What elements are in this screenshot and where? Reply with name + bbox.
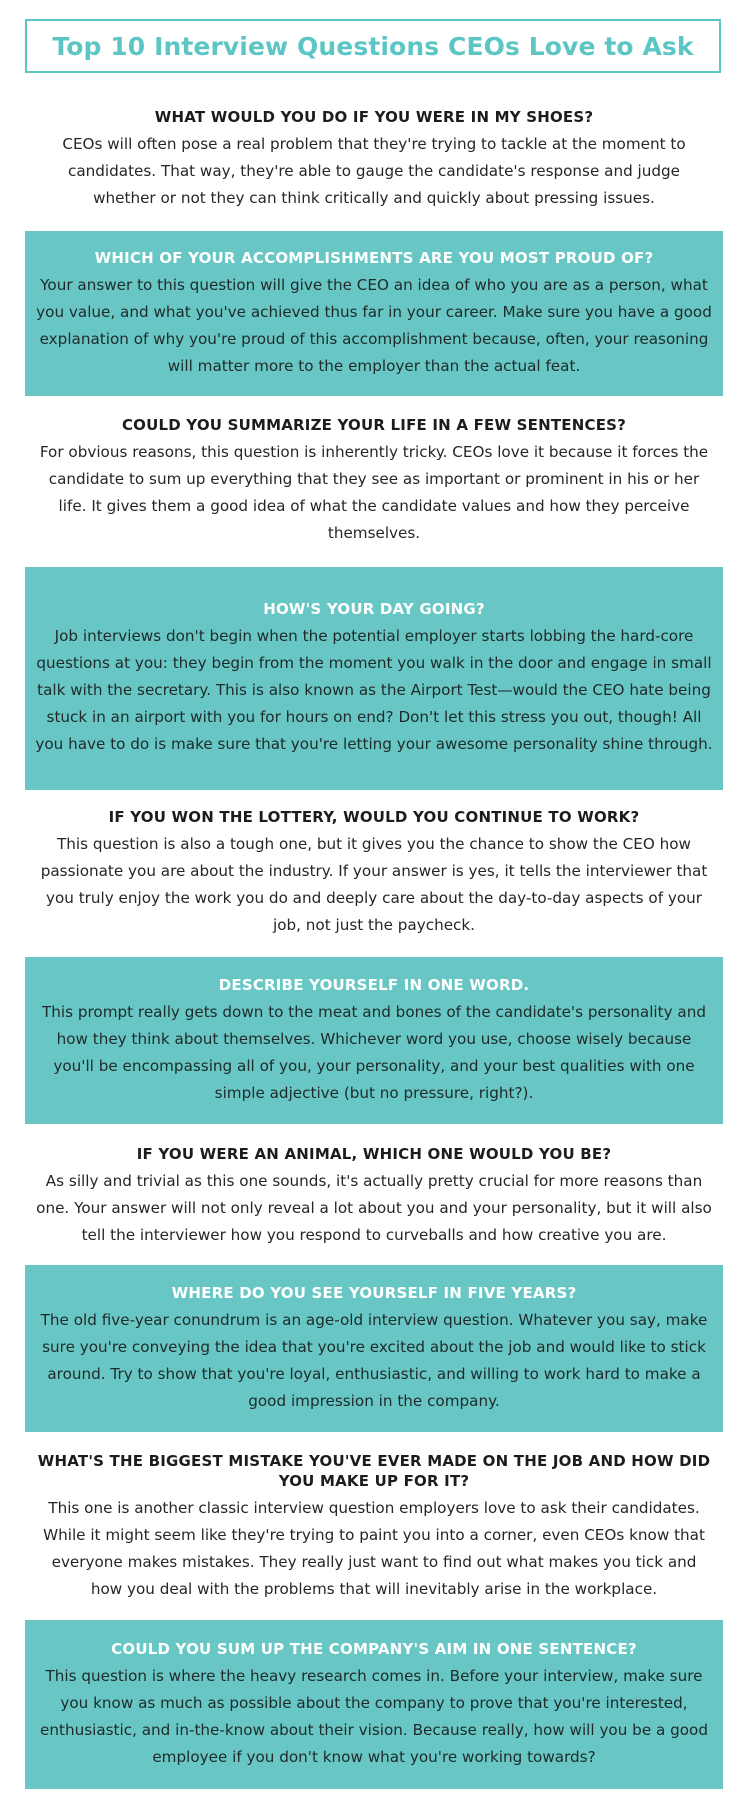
question-heading: COULD YOU SUMMARIZE YOUR LIFE IN A FEW SENTENCES? bbox=[121, 415, 627, 434]
answer-text: CEOs will often pose a real problem that they're trying to tackle at the moment to candidates. That way, they're able to gauge the candidate's response and judge whether or not they can think critically and quickly about pressing issues. bbox=[62, 134, 686, 207]
question-heading: DESCRIBE YOURSELF IN ONE WORD. bbox=[218, 975, 530, 994]
answer-text: This one is another classic interview question employers love to ask their candidates. While it might seem like they're trying to paint you into a corner, even CEOs know that everyone makes mistakes. They really just want to find out what makes you tick and how you deal with the problems that will inevitably arise in the workplace. bbox=[43, 1499, 705, 1598]
question-heading: WHERE DO YOU SEE YOURSELF IN FIVE YEARS? bbox=[171, 1283, 577, 1302]
title-banner bbox=[25, 19, 721, 73]
question-section-8 bbox=[25, 1265, 723, 1432]
question-heading: WHICH OF YOUR ACCOMPLISHMENTS ARE YOU MOST PROUD OF? bbox=[94, 248, 654, 267]
answer-text: This question is also a tough one, but it gives you the chance to show the CEO how passionate you are about the industry. If your answer is yes, it tells the interviewer that you truly enjoy the work you do and deeply care about the day-to-day aspects of your job, not just the paycheck. bbox=[40, 834, 708, 934]
question-section-6 bbox=[25, 957, 723, 1124]
question-section-9 bbox=[25, 1447, 723, 1607]
answer-text: This question is where the heavy research comes in. Before your interview, make sure you know as much as possible about the company to prove that you're interested, enthusiastic, and in-the-know about their vision. Because really, how will you be a good employee if you don't know what you're working towards? bbox=[40, 1666, 708, 1766]
page-title: Top 10 Interview Questions CEOs Love to Ask bbox=[52, 31, 694, 61]
answer-text: The old five-year conundrum is an age-old interview question. Whatever you say, make sure you're conveying the idea that you're excited about the job and would like to stick around. Try to show that you're loyal, enthusiastic, and willing to work hard to make a good impression in the company. bbox=[40, 1310, 708, 1410]
question-heading: COULD YOU SUM UP THE COMPANY'S AIM IN ONE SENTENCE? bbox=[111, 1639, 637, 1658]
question-section-1 bbox=[25, 100, 723, 218]
question-section-4 bbox=[25, 567, 723, 790]
question-section-7 bbox=[25, 1138, 723, 1254]
question-section-2 bbox=[25, 231, 723, 396]
question-heading: IF YOU WERE AN ANIMAL, WHICH ONE WOULD YOU BE? bbox=[136, 1144, 612, 1163]
question-heading: IF YOU WON THE LOTTERY, WOULD YOU CONTINUE TO WORK? bbox=[108, 807, 640, 826]
question-heading: HOW'S YOUR DAY GOING? bbox=[263, 600, 485, 618]
question-section-5 bbox=[25, 800, 723, 945]
question-section-3 bbox=[25, 408, 723, 553]
question-heading: WHAT'S THE BIGGEST MISTAKE YOU'VE EVER MADE ON THE JOB AND HOW DID YOU MAKE UP FOR IT? bbox=[37, 1452, 711, 1490]
answer-text: Your answer to this question will give the CEO an idea of who you are as a person, what you value, and what you've achieved thus far in your career. Make sure you have a good explanation of why you're proud of this accomplishment because, often, your reasoning will matter more to the employer than the actual feat. bbox=[36, 275, 712, 375]
answer-text: Job interviews don't begin when the potential employer starts lobbing the hard-core questions at you: they begin from the moment you walk in the door and engage in small talk with the secretary. This is also known as the Airport Test—would the CEO hate being stuck in an airport with you for hours on end? Don't let this stress you out, though! All you have to do is make sure that you're letting your awesome personality shine through. bbox=[35, 627, 713, 753]
question-heading: WHAT WOULD YOU DO IF YOU WERE IN MY SHOES? bbox=[154, 107, 594, 126]
question-section-10 bbox=[25, 1620, 723, 1789]
answer-text: As silly and trivial as this one sounds, it's actually pretty crucial for more reasons than one. Your answer will not only reveal a lot about you and your personality, but it will also tell the interviewer how you respond to curveballs and how creative you are. bbox=[36, 1171, 712, 1244]
answer-text: For obvious reasons, this question is inherently tricky. CEOs love it because it forces the candidate to sum up everything that they see as important or prominent in his or her life. It gives them a good idea of what the candidate values and how they perceive themselves. bbox=[39, 442, 709, 542]
answer-text: This prompt really gets down to the meat and bones of the candidate's personality and how they think about themselves. Whichever word you use, choose wisely because you'll be encompassing all of you, your personality, and your best qualities with one simple adjective (but no pressure, right?). bbox=[42, 1002, 706, 1102]
